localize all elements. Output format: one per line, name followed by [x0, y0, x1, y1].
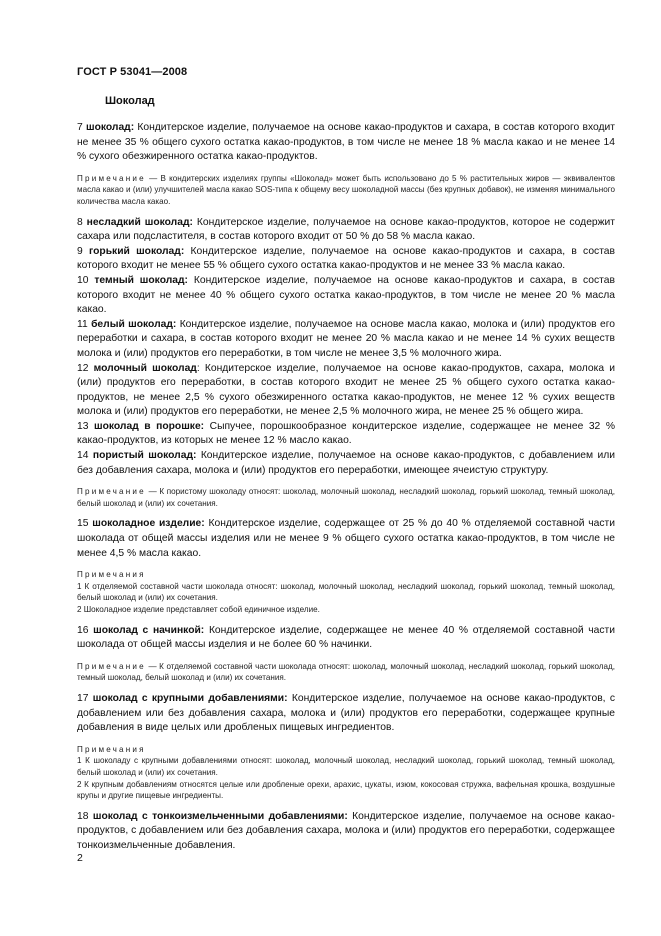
term-entry: 8 несладкий шоколад: Кондитерское изделие, получаемое на основе какао-продуктов, которое не содержит сахара или подсластителя, в состав которого входит от 50 % до 58 % масла какао.: [77, 216, 615, 243]
note: Примечание — К отделяемой составной части шоколада относят: шоколад, молочный шоколад, несладкий шоколад, горький шоколад, темный шоколад, белый шоколад и (или) их сочетания.: [77, 661, 615, 683]
note: 1 К отделяемой составной части шоколада относят: шоколад, молочный шоколад, несладкий шоколад, горький шоколад, темный шоколад, белый шоколад и (или) их сочетания.: [77, 581, 615, 603]
notes-heading: Примечания: [77, 570, 146, 580]
term-entry: 16 шоколад с начинкой: Кондитерское изделие, содержащее не менее 40 % отделяемой составной части шоколада от общей массы изделия и не более 60 % начинки.: [77, 624, 615, 651]
term-entry: 9 горький шоколад: Кондитерское изделие, получаемое на основе какао-продуктов и сахара, в состав которого входит не менее 55 % общего сухого остатка какао-продуктов и не менее 33 % масла какао.: [77, 245, 615, 272]
section-title: Шоколад: [105, 95, 155, 107]
document-body: [77, 121, 615, 854]
term-entry: 11 белый шоколад: Кондитерское изделие, получаемое на основе масла какао, молока и (или) продуктов его переработки и сахара, в состав которого входит не менее 20 % масла какао и не менее 14 % сухих веществ молока и (или) продуктов его переработки, в том числе не менее 3,5 % молочного жира.: [77, 318, 615, 359]
term-entry: 15 шоколадное изделие: Кондитерское изделие, содержащее от 25 % до 40 % отделяемой составной части шоколада от общей массы изделия или не менее 9 % общего сухого остатка какао-продуктов, в том числе не менее 4,5 % масла какао.: [77, 518, 615, 559]
term-entry: 7 шоколад: Кондитерское изделие, получаемое на основе какао-продуктов и сахара, в состав которого входит не менее 35 % общего сухого остатка какао-продуктов, в том числе не менее 18 % масла какао и не менее 14 % сухого обезжиренного остатка какао-продуктов.: [77, 122, 615, 163]
notes-heading: Примечания: [77, 744, 146, 754]
term-entry: 18 шоколад с тонкоизмельченными добавлениями: Кондитерское изделие, получаемое на основе какао-продуктов, с добавлением или без добавления сахара, молока и (или) продуктов его переработки, содержащее тонкоизмельченные добавления.: [77, 810, 615, 851]
note: 1 К шоколаду с крупными добавлениями относят: шоколад, молочный шоколад, несладкий шоколад, горький шоколад, темный шоколад, белый шоколад и (или) их сочетания.: [77, 756, 615, 777]
term-entry: 12 молочный шоколад: Кондитерское изделие, получаемое на основе какао-продуктов, сахара, молока и (или) продуктов его переработки, в состав которого входит не менее 25 % общего сухого остатка какао-продуктов, не менее 2,5 % сухого обезжиренного остатка какао-продуктов, не менее 12 % сухих веществ молока и (или) продуктов его переработки, не менее 2,5 % молочного жира, не менее 25 % общего жира.: [77, 362, 615, 418]
term-entry: 10 темный шоколад: Кондитерское изделие, получаемое на основе какао-продуктов и сахара, в состав которого входит не менее 40 % общего сухого остатка какао-продуктов, в том числе не менее 20 % масла какао.: [77, 274, 615, 316]
note: 2 Шоколадное изделие представляет собой единичное изделие.: [77, 605, 320, 614]
term-entry: 13 шоколад в порошке: Сыпучее, порошкообразное кондитерское изделие, содержащее не менее 32 % какао-продуктов, из которых не менее 12 % масло какао.: [77, 420, 615, 447]
term-entry: 17 шоколад с крупными добавлениями: Кондитерское изделие, получаемое на основе какао-продуктов, с добавлением или без добавления сахара, молока и (или) продуктов его переработки, содержащее крупные добавления в виде целых или дробленых пищевых ингредиентов.: [77, 692, 615, 734]
note: Примечание — В кондитерских изделиях группы «Шоколад» может быть использовано до 5 % растительных жиров — эквивалентов масла какао и (или) улучшителей масла какао SOS-типа к общему весу шоколадной массы (без крупных добавок), не изменяя минимального количества масла какао.: [77, 173, 615, 206]
standard-code-header: ГОСТ Р 53041—2008: [77, 66, 188, 78]
note: Примечание — К пористому шоколаду относят: шоколад, молочный шоколад, несладкий шоколад, горький шоколад, темный шоколад, белый шоколад и (или) их сочетания.: [77, 487, 615, 508]
note: 2 К крупным добавлениям относятся целые или дробленые орехи, арахис, цукаты, изюм, кокосовая стружка, вафельная крошка, воздушные крупы и другие пищевые ингредиенты.: [77, 779, 615, 801]
term-entry: 14 пористый шоколад: Кондитерское изделие, получаемое на основе какао-продуктов, с добавлением или без добавления сахара, молока и (или) продуктов его переработки, имеющее ячеистую структуру.: [77, 450, 615, 476]
page-number: 2: [77, 852, 83, 864]
